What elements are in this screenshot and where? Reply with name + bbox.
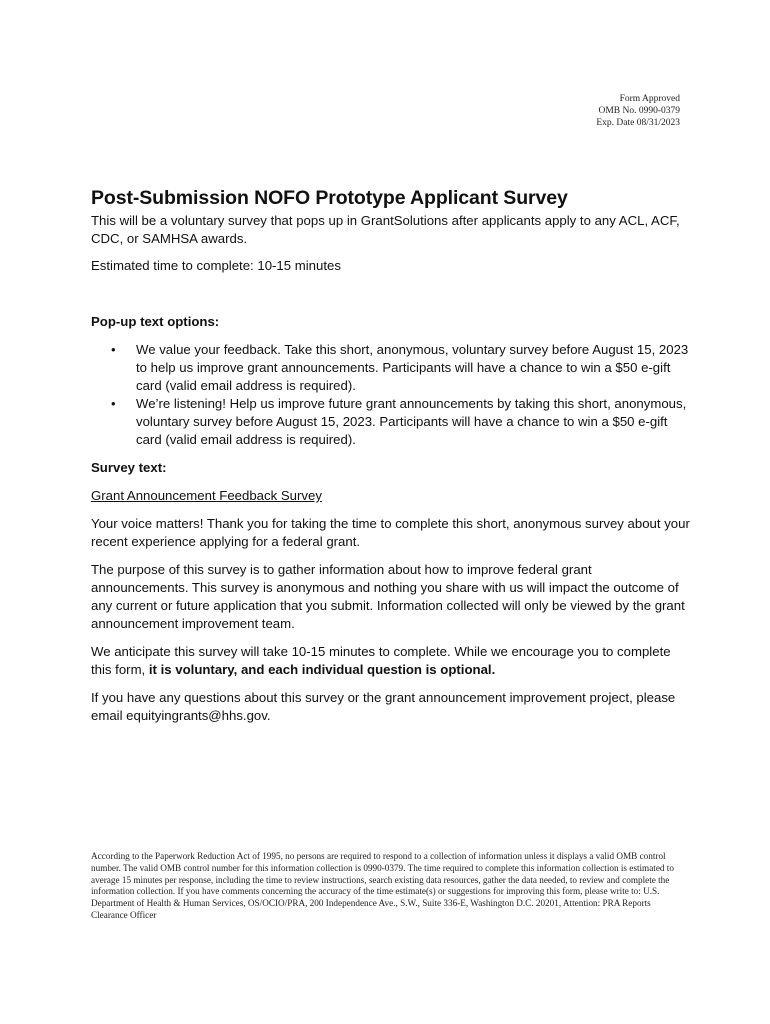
popup-options-heading: Pop-up text options: <box>91 314 220 329</box>
survey-text-heading: Survey text: <box>91 460 167 475</box>
popup-option-text: We value your feedback. Take this short, anonymous, voluntary survey before August 15, 2023 to help us improve grant announcements. Participants will have a chance to win a $50 e-gift card (valid email address is required). <box>136 342 689 393</box>
omb-expiration-date: Exp. Date 08/31/2023 <box>596 118 680 129</box>
list-item <box>91 341 691 395</box>
document-title: Post-Submission NOFO Prototype Applicant Survey <box>91 187 568 209</box>
survey-title: Grant Announcement Feedback Survey <box>91 488 322 503</box>
bullet-icon: • <box>111 396 116 411</box>
popup-option-text: We’re listening! Help us improve future grant announcements by taking this short, anonymous, voluntary survey before August 15, 2023. Participants will have a chance to win a $50 e-gift card (valid email address is required). <box>136 396 687 447</box>
omb-approval-block <box>596 93 680 130</box>
list-item <box>91 395 691 449</box>
omb-number: OMB No. 0990-0379 <box>598 106 680 117</box>
bullet-icon: • <box>111 342 116 357</box>
estimated-time: Estimated time to complete: 10-15 minutes <box>91 258 341 273</box>
survey-paragraph-duration <box>91 643 691 679</box>
paperwork-reduction-act-notice: According to the Paperwork Reduction Act of 1995, no persons are required to respond to a collection of information unless it displays a valid OMB control number. The valid OMB control number for this information collection is 0990-0379. The time required to complete this information collection is estimated to average 15 minutes per response, including the time to review instructions, search existing data resources, gather the data needed, to review and complete the information collection. If you have comments concerning the accuracy of the time estimate(s) or suggestions for improving this form, please write to: U.S. Department of Health & Human Services, OS/OCIO/PRA, 200 Independence Ave., S.W., Suite 336-E, Washington D.C. 20201, Attention: PRA Reports Clearance Officer <box>91 851 674 920</box>
document-body <box>91 186 691 725</box>
survey-paragraph-contact: If you have any questions about this survey or the grant announcement improvement project, please email equityingrants@hhs.gov. <box>91 690 676 723</box>
survey-paragraph-purpose: The purpose of this survey is to gather information about how to improve federal grant announcements. This survey is anonymous and nothing you share with us will impact the outcome of any current or future application that you submit. Information collected will only be viewed by the grant announcement improvement team. <box>91 562 685 631</box>
duration-text: We anticipate this survey will take 10-15 minutes to complete. While we encourage you to complete this form, <box>91 644 671 677</box>
voluntary-emphasis: it is voluntary, and each individual question is optional. <box>148 662 496 677</box>
omb-form-approved: Form Approved <box>619 94 680 104</box>
popup-options-list <box>91 341 691 449</box>
intro-paragraph: This will be a voluntary survey that pops up in GrantSolutions after applicants apply to any ACL, ACF, CDC, or SAMHSA awards. <box>91 213 680 246</box>
survey-paragraph-voice: Your voice matters! Thank you for taking the time to complete this short, anonymous survey about your recent experience applying for a federal grant. <box>91 516 690 549</box>
